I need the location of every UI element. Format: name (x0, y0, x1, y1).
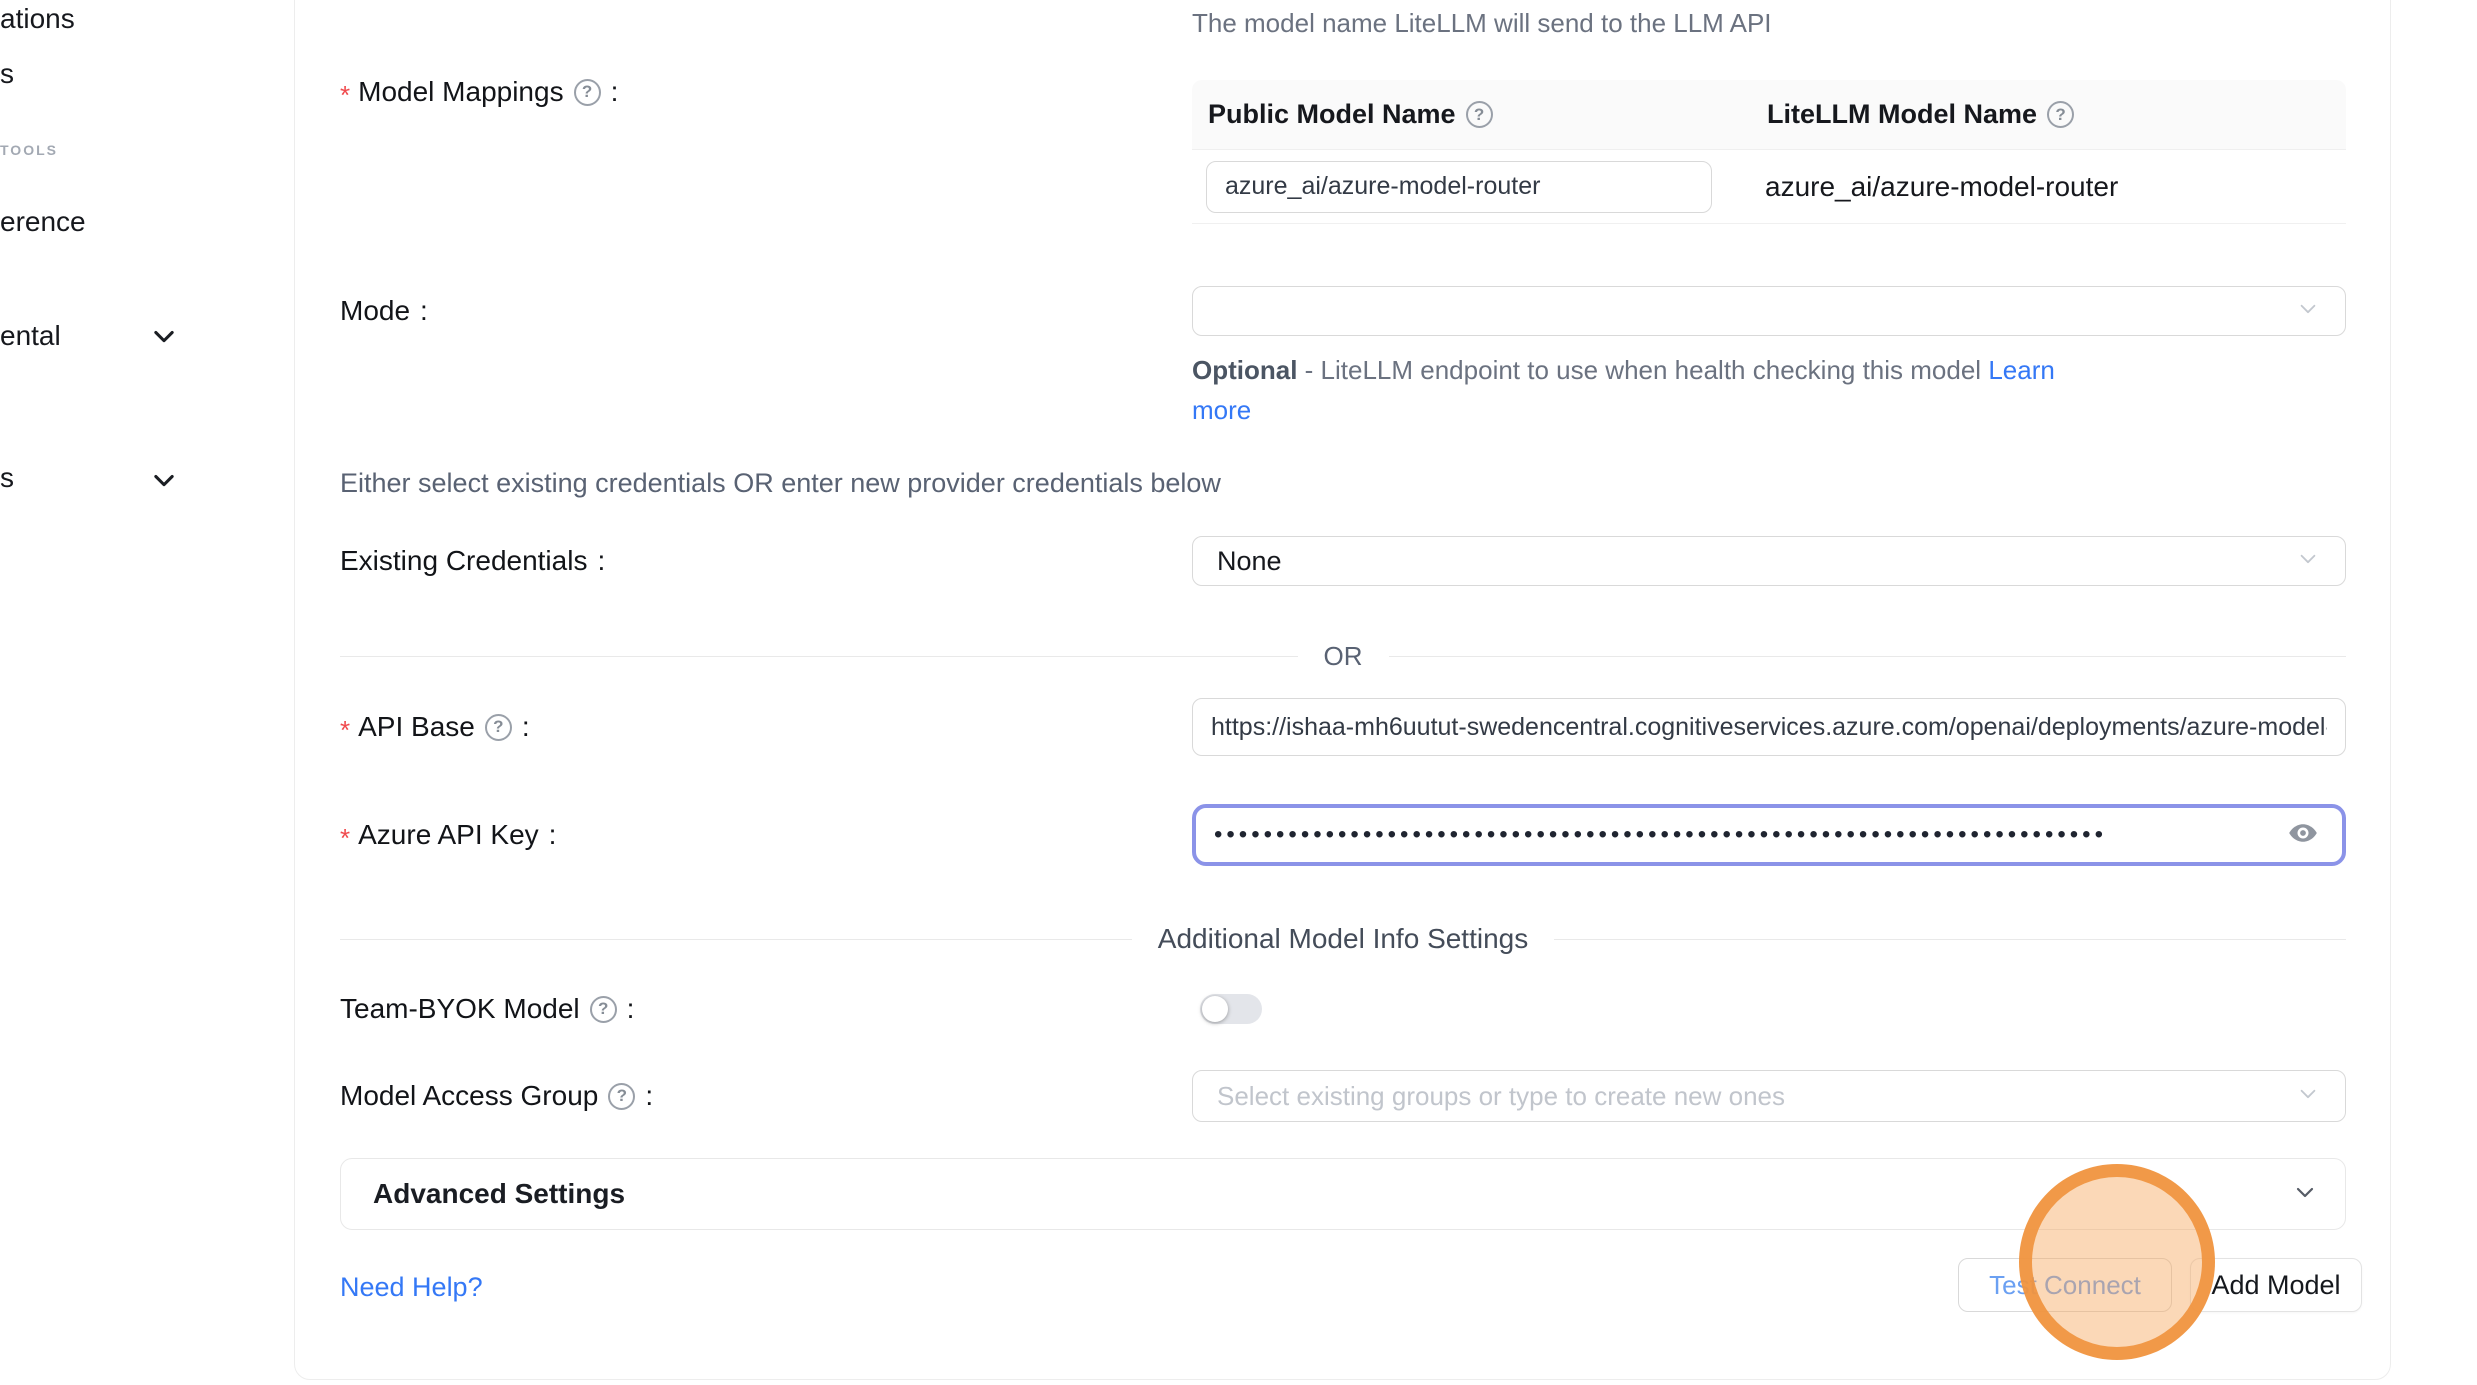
api-base-input-wrap (1192, 698, 2346, 756)
azure-api-key-label: * Azure API Key : (340, 819, 557, 853)
add-model-button[interactable]: Add Model (2190, 1258, 2362, 1312)
existing-credentials-label: Existing Credentials : (340, 545, 606, 576)
chevron-down-icon[interactable] (150, 322, 178, 350)
test-connect-button[interactable]: Test Connect (1958, 1258, 2172, 1312)
help-icon[interactable] (574, 79, 601, 106)
toggle-knob (1202, 996, 1228, 1022)
public-model-name-input[interactable] (1207, 162, 1711, 212)
credentials-note: Either select existing credentials OR enter new provider credentials below (340, 468, 1221, 498)
advanced-settings-title: Advanced Settings (373, 1178, 626, 1209)
litellm-model-name-header: LiteLLM Model Name ? (1767, 99, 2346, 130)
chevron-down-icon[interactable] (150, 466, 178, 494)
chevron-down-icon (2297, 546, 2319, 577)
chevron-down-icon (2297, 1083, 2319, 1110)
required-asterisk: * (340, 714, 351, 745)
team-byok-label: Team-BYOK Model ? : (340, 993, 634, 1025)
help-icon[interactable] (1466, 101, 1493, 128)
model-access-group-select[interactable] (1192, 1070, 2346, 1122)
sidebar-item-settings[interactable]: s (0, 462, 14, 493)
sidebar-item[interactable]: s (0, 58, 14, 89)
model-mappings-row (1192, 150, 2346, 224)
required-asterisk: * (340, 822, 351, 853)
chevron-down-icon (2293, 1180, 2317, 1209)
litellm-model-name-helper: The model name LiteLLM will send to the LLM API (1192, 8, 1772, 38)
info-divider (340, 922, 2346, 956)
public-model-name-input-wrap (1206, 161, 1712, 213)
mode-helper: Optional - LiteLLM endpoint to use when health checking this model Learn more (1192, 355, 2055, 425)
required-asterisk: * (340, 79, 351, 110)
azure-api-key-input[interactable] (1192, 804, 2346, 866)
or-text: OR (1323, 640, 1363, 671)
help-icon[interactable] (485, 714, 512, 741)
help-icon[interactable] (590, 996, 617, 1023)
api-base-label: * API Base ? : (340, 711, 530, 743)
or-divider (340, 640, 2346, 672)
litellm-model-name-value: azure_ai/azure-model-router (1765, 170, 2119, 202)
masked-api-key: •••••••••••••••••••••••••••••••••••••••••••••••••••••••••••••••••••••••• (1214, 821, 2107, 848)
eye-icon[interactable] (2284, 818, 2322, 853)
need-help-link[interactable]: Need Help? (340, 1272, 483, 1302)
sidebar-section-tools: TOOLS (0, 142, 58, 158)
public-model-name-header: Public Model Name ? (1208, 99, 1767, 130)
sidebar-item-organizations[interactable]: ations (0, 3, 75, 34)
advanced-settings-header[interactable] (340, 1158, 2346, 1230)
help-icon[interactable] (608, 1083, 635, 1110)
model-mappings-header-row (1192, 80, 2346, 150)
existing-credentials-select[interactable] (1192, 536, 2346, 586)
mode-label: Mode : (340, 295, 428, 326)
info-divider-text: Additional Model Info Settings (1157, 923, 1529, 954)
learn-more-link[interactable]: Learn more (1192, 355, 2055, 425)
model-mappings-label: * Model Mappings ? : (340, 76, 618, 108)
existing-credentials-value: None (1217, 545, 1282, 576)
chevron-down-icon (2297, 298, 2319, 325)
model-mappings-table (1192, 80, 2346, 224)
team-byok-toggle[interactable] (1200, 994, 1262, 1024)
model-access-group-placeholder: Select existing groups or type to create new ones (1217, 1080, 1785, 1111)
mode-select[interactable] (1192, 286, 2346, 336)
sidebar-item-experimental[interactable]: ental (0, 320, 61, 351)
optional-label: Optional (1192, 355, 1298, 385)
api-base-input[interactable] (1193, 699, 2345, 755)
sidebar-item-api-reference[interactable]: erence (0, 206, 86, 237)
model-access-group-label: Model Access Group ? : (340, 1080, 653, 1112)
help-icon[interactable] (2047, 101, 2074, 128)
